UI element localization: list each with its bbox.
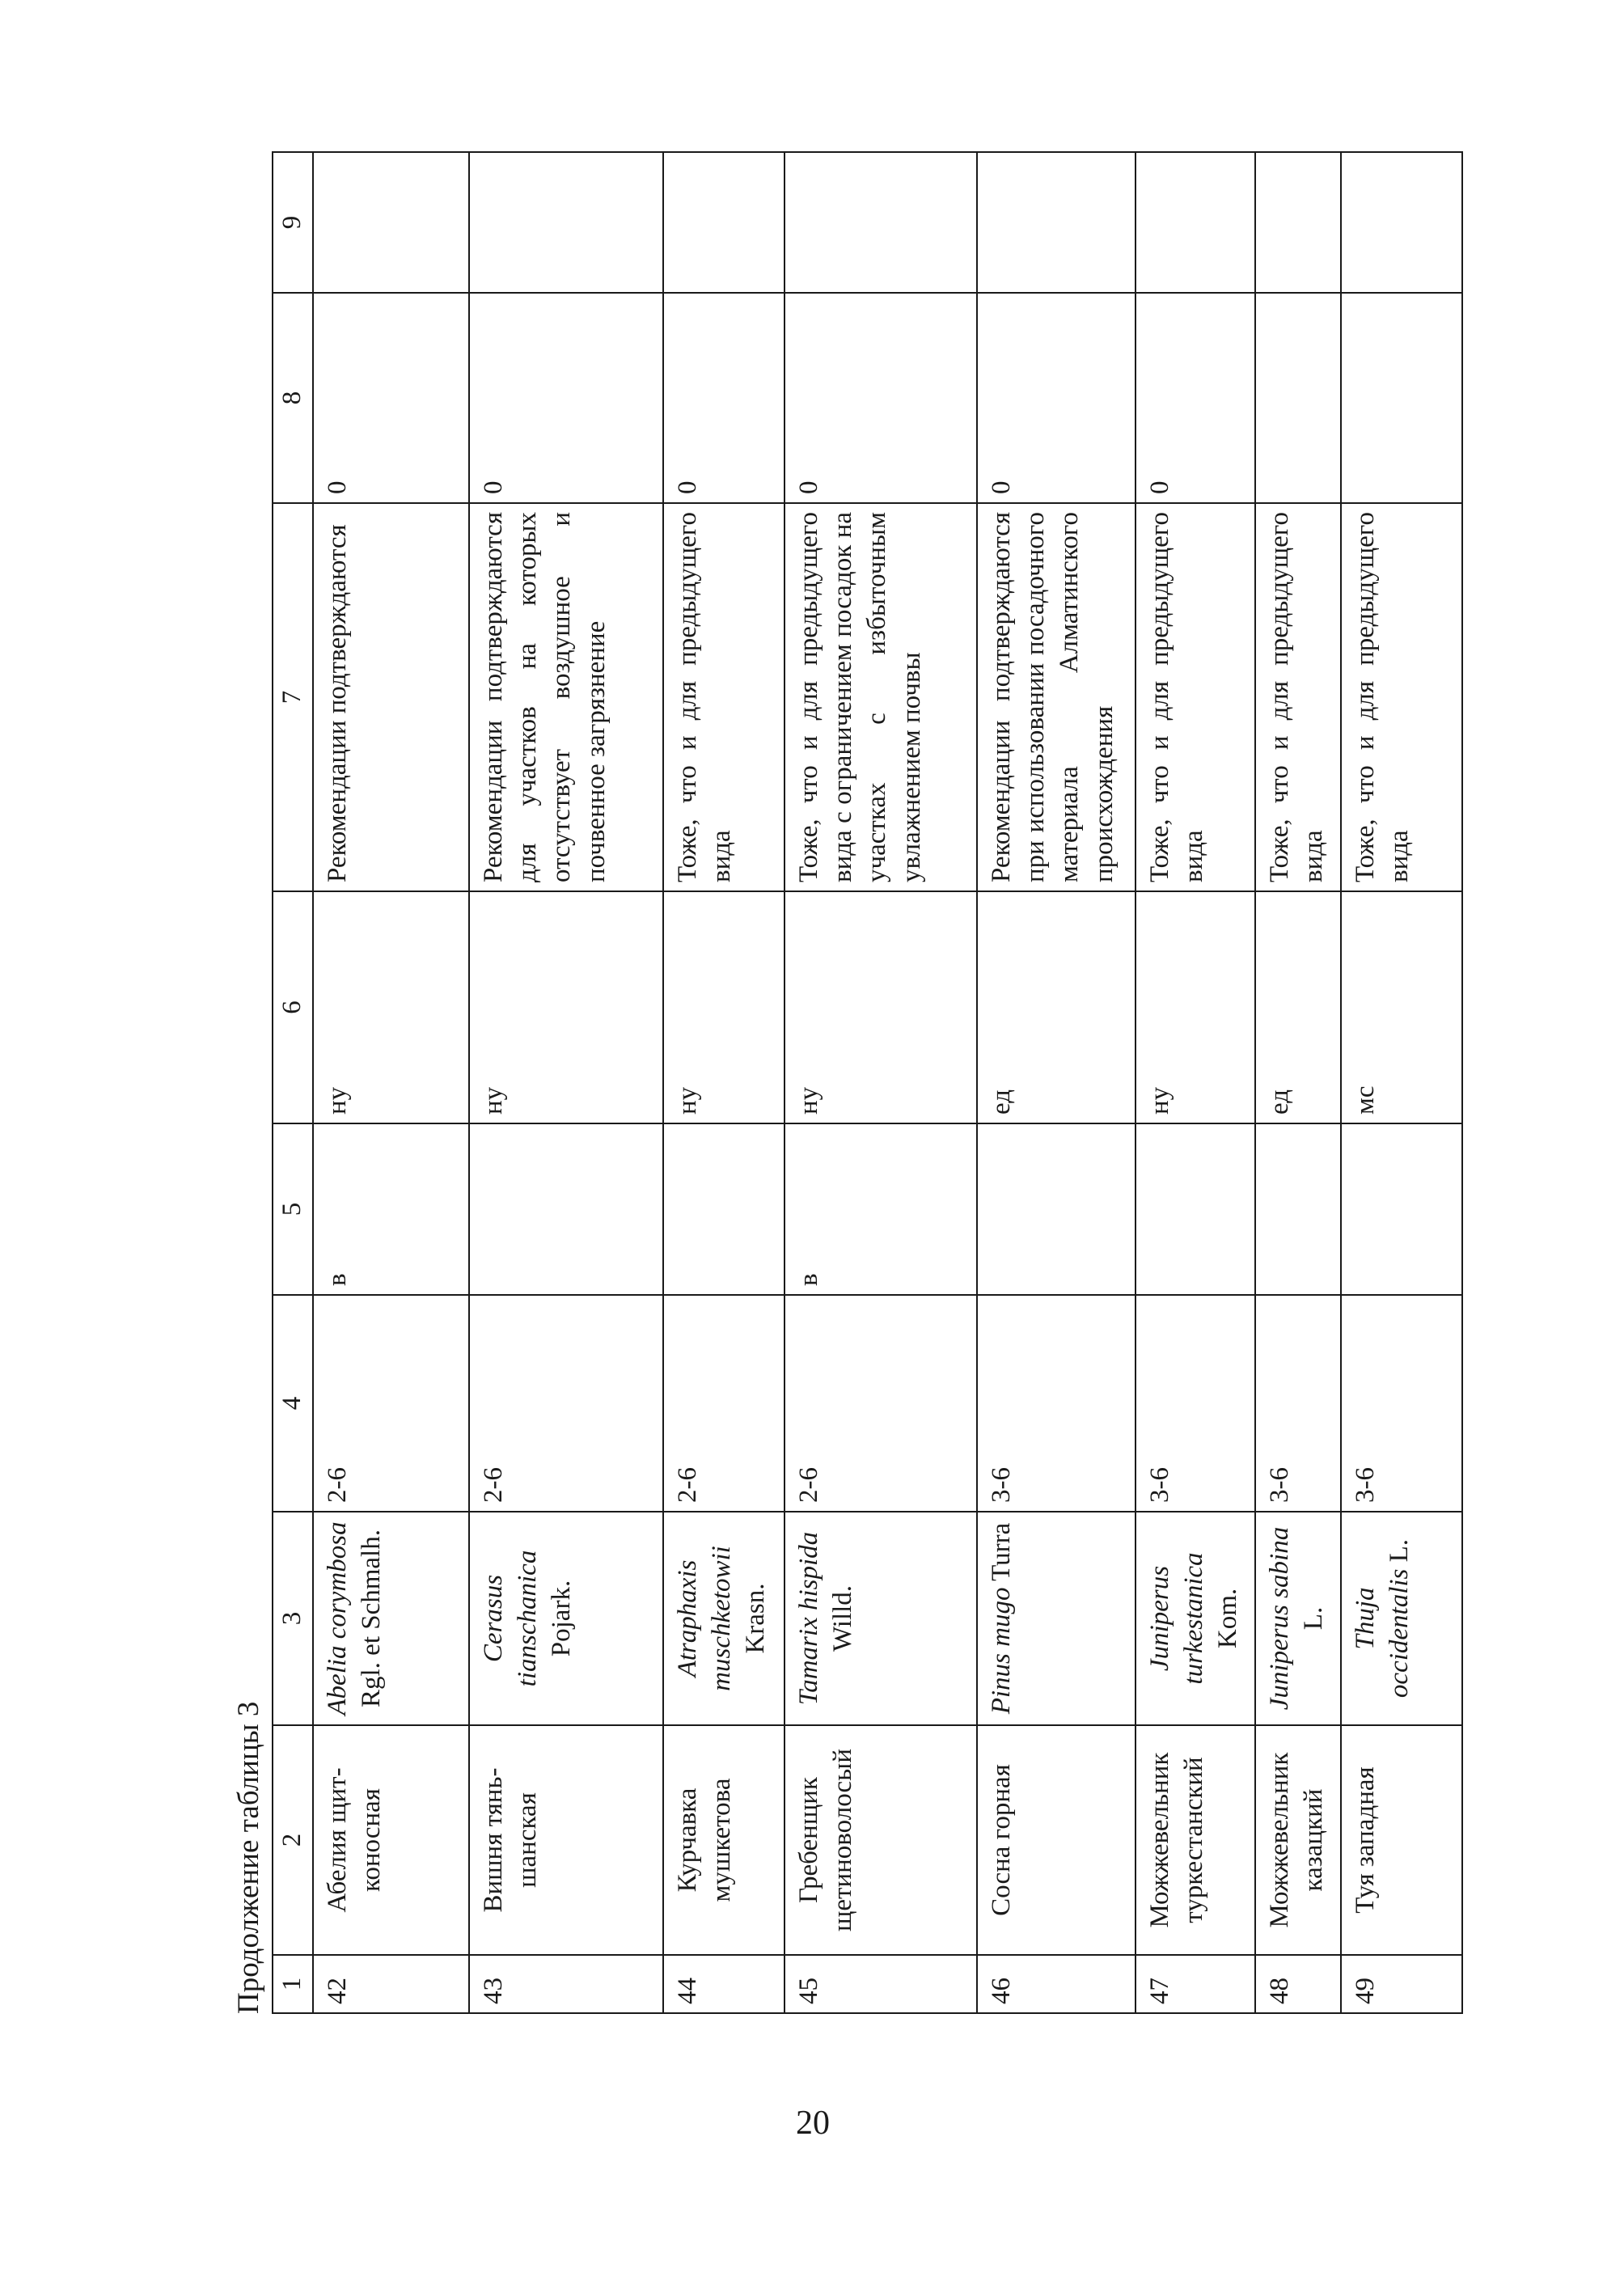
species-latin-name <box>785 1512 977 1725</box>
column-9-value <box>1341 152 1462 293</box>
table-row <box>313 152 469 2013</box>
species-common-name: Вишня тянь-шанская <box>469 1725 663 1955</box>
table-row <box>1136 152 1255 2013</box>
table-row <box>977 152 1136 2013</box>
column-header: 4 <box>273 1295 313 1512</box>
column-8-value: 0 <box>469 293 663 503</box>
latin-genus-species: Juniperus sabina <box>1265 1526 1294 1711</box>
recommendation-text: Рекомендации подтверждаются при использовании посадочного материала Алматинского происхождения <box>977 503 1136 891</box>
row-number: 47 <box>1136 1955 1255 2013</box>
table-caption: Продолжение таблицы 3 <box>232 1701 265 2014</box>
range-value: 3-6 <box>977 1295 1136 1512</box>
row-number: 42 <box>313 1955 469 2013</box>
row-number: 48 <box>1255 1955 1341 2013</box>
row-number: 49 <box>1341 1955 1462 2013</box>
table-row <box>469 152 663 2013</box>
species-latin-name <box>1341 1512 1462 1725</box>
range-value: 3-6 <box>1341 1295 1462 1512</box>
column-6-value: ну <box>469 891 663 1123</box>
species-common-name: Можжевельник туркестанский <box>1136 1725 1255 1955</box>
column-9-value <box>785 152 977 293</box>
column-5-value: в <box>313 1123 469 1295</box>
column-6-value: ну <box>663 891 785 1123</box>
range-value: 3-6 <box>1136 1295 1255 1512</box>
species-common-name: Туя западная <box>1341 1725 1462 1955</box>
column-5-value <box>469 1123 663 1295</box>
range-value: 2-6 <box>785 1295 977 1512</box>
recommendation-text: Тоже, что и для предыдущего вида <box>1341 503 1462 891</box>
recommendation-text: Рекомендации подтверждаются для участков на которых отсутствует воздушное и почвенное загрязнение <box>469 503 663 891</box>
latin-author: Kom. <box>1213 1588 1243 1649</box>
column-6-value: ну <box>785 891 977 1123</box>
row-number: 45 <box>785 1955 977 2013</box>
column-header: 3 <box>273 1512 313 1725</box>
column-8-value: 0 <box>1136 293 1255 503</box>
column-header: 2 <box>273 1725 313 1955</box>
range-value: 3-6 <box>1255 1295 1341 1512</box>
range-value: 2-6 <box>663 1295 785 1512</box>
latin-genus-species: Pinus mugo <box>987 1587 1016 1715</box>
range-value: 2-6 <box>313 1295 469 1512</box>
range-value: 2-6 <box>469 1295 663 1512</box>
column-8-value: 0 <box>977 293 1136 503</box>
table-row <box>663 152 785 2013</box>
latin-genus-species: Tamarix hispida <box>794 1531 823 1706</box>
latin-author: Krasn. <box>741 1583 771 1654</box>
column-8-value: 0 <box>663 293 785 503</box>
column-8-value: 0 <box>785 293 977 503</box>
species-latin-name <box>977 1512 1136 1725</box>
recommendation-text: Тоже, что и для предыдущего вида <box>663 503 785 891</box>
table-row <box>1341 152 1462 2013</box>
species-common-name: Гребенщик щетиноволосый <box>785 1725 977 1955</box>
species-latin-name <box>469 1512 663 1725</box>
column-8-value <box>1255 293 1341 503</box>
column-8-value <box>1341 293 1462 503</box>
species-latin-name <box>1255 1512 1341 1725</box>
species-table <box>272 151 1463 2014</box>
recommendation-text: Рекомендации подтверждаются <box>313 503 469 891</box>
column-6-value: ну <box>1136 891 1255 1123</box>
column-5-value <box>977 1123 1136 1295</box>
column-header: 9 <box>273 152 313 293</box>
latin-author: Pojark. <box>547 1580 577 1657</box>
row-number: 46 <box>977 1955 1136 2013</box>
column-6-value: ед <box>977 891 1136 1123</box>
column-6-value: ед <box>1255 891 1341 1123</box>
species-common-name: Курчавка мушкетова <box>663 1725 785 1955</box>
column-9-value <box>977 152 1136 293</box>
row-number: 43 <box>469 1955 663 2013</box>
row-number: 44 <box>663 1955 785 2013</box>
table-row <box>1255 152 1341 2013</box>
latin-author: Turra <box>987 1522 1016 1581</box>
column-9-value <box>1255 152 1341 293</box>
latin-author: Willd. <box>828 1584 858 1652</box>
species-latin-name <box>663 1512 785 1725</box>
species-latin-name <box>1136 1512 1255 1725</box>
column-6-value: мс <box>1341 891 1462 1123</box>
species-common-name: Можжевельник казацкий <box>1255 1725 1341 1955</box>
column-5-value <box>1341 1123 1462 1295</box>
recommendation-text: Тоже, что и для предыдущего вида с ограничением посадок на участках с избыточным увлажнением почвы <box>785 503 977 891</box>
recommendation-text: Тоже, что и для предыдущего вида <box>1255 503 1341 891</box>
column-header: 6 <box>273 891 313 1123</box>
column-8-value: 0 <box>313 293 469 503</box>
rotated-table-block <box>226 186 1488 2014</box>
species-common-name: Абелия щит-коносная <box>313 1725 469 1955</box>
page-number: 20 <box>796 2105 830 2142</box>
latin-genus-species: Cerasus tianschanica <box>479 1550 543 1687</box>
latin-author: Rgl. et Schmalh. <box>357 1529 387 1707</box>
column-9-value <box>1136 152 1255 293</box>
column-header: 8 <box>273 293 313 503</box>
column-header: 1 <box>273 1955 313 2013</box>
recommendation-text: Тоже, что и для предыдущего вида <box>1136 503 1255 891</box>
column-9-value <box>469 152 663 293</box>
column-5-value <box>1255 1123 1341 1295</box>
column-5-value <box>1136 1123 1255 1295</box>
species-latin-name <box>313 1512 469 1725</box>
column-5-value: в <box>785 1123 977 1295</box>
column-header: 7 <box>273 503 313 891</box>
latin-author: L. <box>1299 1606 1329 1631</box>
latin-author: L. <box>1385 1538 1415 1563</box>
latin-genus-species: Abelia corymbosa <box>323 1521 352 1716</box>
column-9-value <box>313 152 469 293</box>
column-9-value <box>663 152 785 293</box>
species-common-name: Сосна горная <box>977 1725 1136 1955</box>
table-row <box>785 152 977 2013</box>
column-header: 5 <box>273 1123 313 1295</box>
column-5-value <box>663 1123 785 1295</box>
latin-genus-species: Atraphaxis muschketowii <box>673 1546 737 1691</box>
latin-genus-species: Juniperus turkestanica <box>1145 1552 1209 1685</box>
column-6-value: ну <box>313 891 469 1123</box>
table-header-row <box>273 152 313 2013</box>
latin-genus-species: Thuja occidentalis <box>1351 1568 1415 1699</box>
